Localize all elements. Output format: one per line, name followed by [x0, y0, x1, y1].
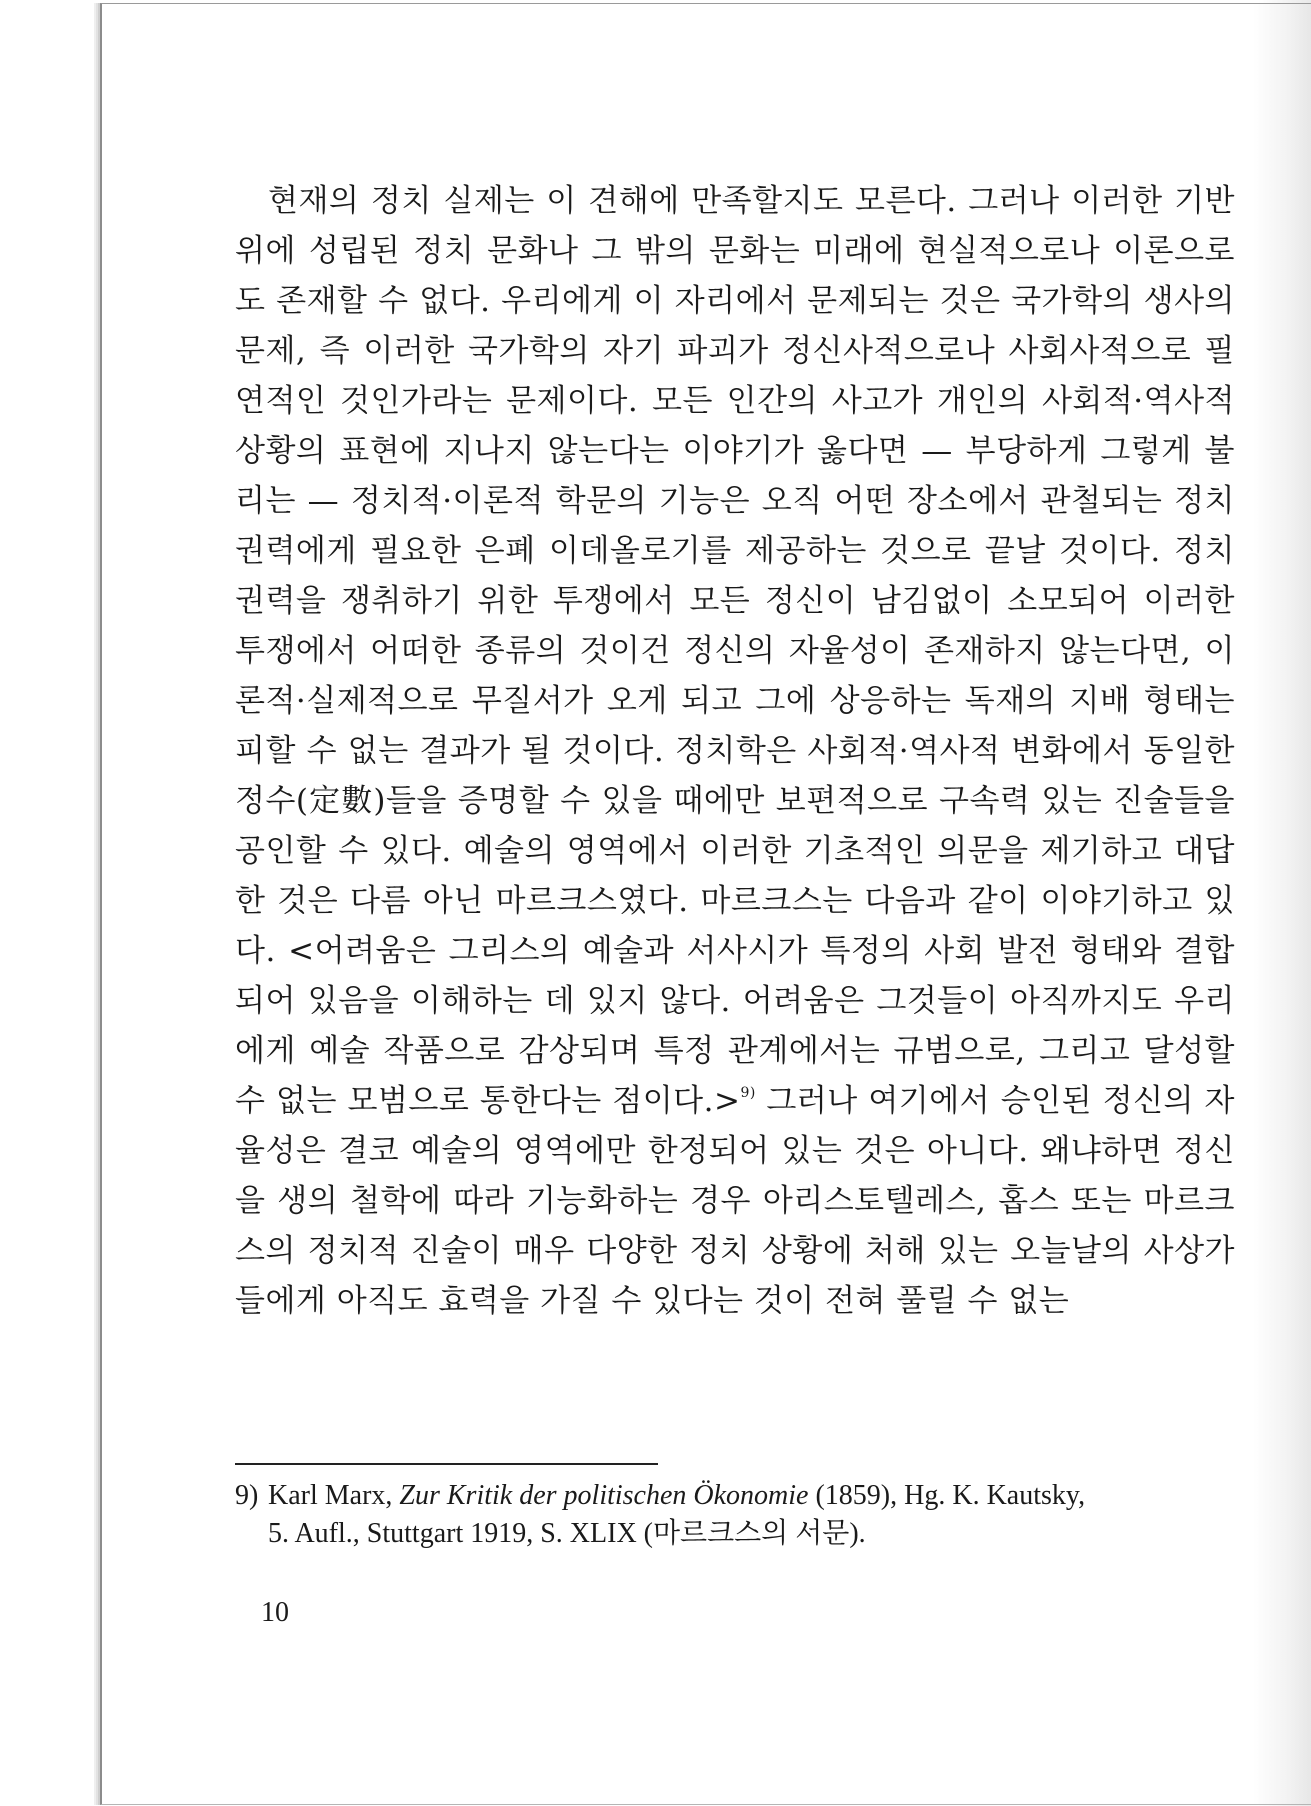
footnote	[235, 1477, 1240, 1553]
body-paragraph	[235, 176, 1235, 1326]
footnote-line-1	[235, 1477, 1240, 1515]
footnote-divider	[235, 1463, 658, 1465]
book-page	[100, 3, 1311, 1805]
footnote-line-2: 5. Aufl., Stuttgart 1919, S. XLIX (마르크스의 서문).	[268, 1518, 866, 1549]
footnote-title: Zur Kritik der politischen Ökonomie	[399, 1480, 809, 1511]
body-text-part-1: 현재의 정치 실제는 이 견해에 만족할지도 모른다. 그러나 이러한 기반 위에 성립된 정치 문화나 그 밖의 문화는 미래에 현실적으로나 이론으로도 존재할 수 없다. 우리에게 이 자리에서 문제되는 것은 국가학의 생사의 문제, 즉 이러한 국가학의 자기 파괴가 정신사적으로나 사회사적으로 필연적인 것인가라는 문제이다. 모든 인간의 사고가 개인의 사회적·역사적 상황의 표현에 지나지 않는다는 이야기가 옳다면 — 부당하게 그렇게 불리는 — 정치적·이론적 학문의 기능은 오직 어떤 장소에서 관철되는 정치 권력에게 필요한 은폐 이데올로기를 제공하는 것으로 끝날 것이다. 정치 권력을 쟁취하기 위한 투쟁에서 모든 정신이 남김없이 소모되어 이러한 투쟁에서 어떠한 종류의 것이건 정신의 자율성이 존재하지 않는다면, 이론적·실제적으로 무질서가 오게 되고 그에 상응하는 독재의 지배 형태는 피할 수 없는 결과가 될 것이다. 정치학은 사회적·역사적 변화에서 동일한 정수(定數)들을 증명할 수 있을 때에만 보편적으로 구속력 있는 진술들을 공인할 수 있다. 예술의 영역에서 이러한 기초적인 의문을 제기하고 대답한 것은 다름 아닌 마르크스였다. 마르크스는 다음과 같이 이야기하고 있다. <어려움은 그리스의 예술과 서사시가 특정의 사회 발전 형태와 결합되어 있음을 이해하는 데 있지 않다. 어려움은 그것들이 아직까지도 우리에게 예술 작품으로 감상되며 특정 관계에서는 규범으로, 그리고 달성할 수 없는 모범으로 통한다는 점이다.>	[235, 183, 1236, 1119]
page-edge-shadow	[1253, 4, 1311, 1804]
footnote-number: 9)	[235, 1480, 259, 1511]
footnote-publication: (1859), Hg. K. Kautsky,	[808, 1480, 1086, 1511]
body-text-part-2: 그러나 여기에서 승인된 정신의 자율성은 결코 예술의 영역에만 한정되어 있는 것은 아니다. 왜냐하면 정신을 생의 철학에 따라 기능화하는 경우 아리스토텔레스, 홉스 또는 마르크스의 정치적 진술이 매우 다양한 정치 상황에 처해 있는 오늘날의 사상가들에게 아직도 효력을 가질 수 있다는 것이 전혀 풀릴 수 없는	[235, 1083, 1235, 1319]
footnote-reference[interactable]: 9)	[740, 1085, 756, 1101]
footnote-author: Karl Marx,	[268, 1480, 400, 1511]
page-number: 10	[261, 1597, 289, 1628]
